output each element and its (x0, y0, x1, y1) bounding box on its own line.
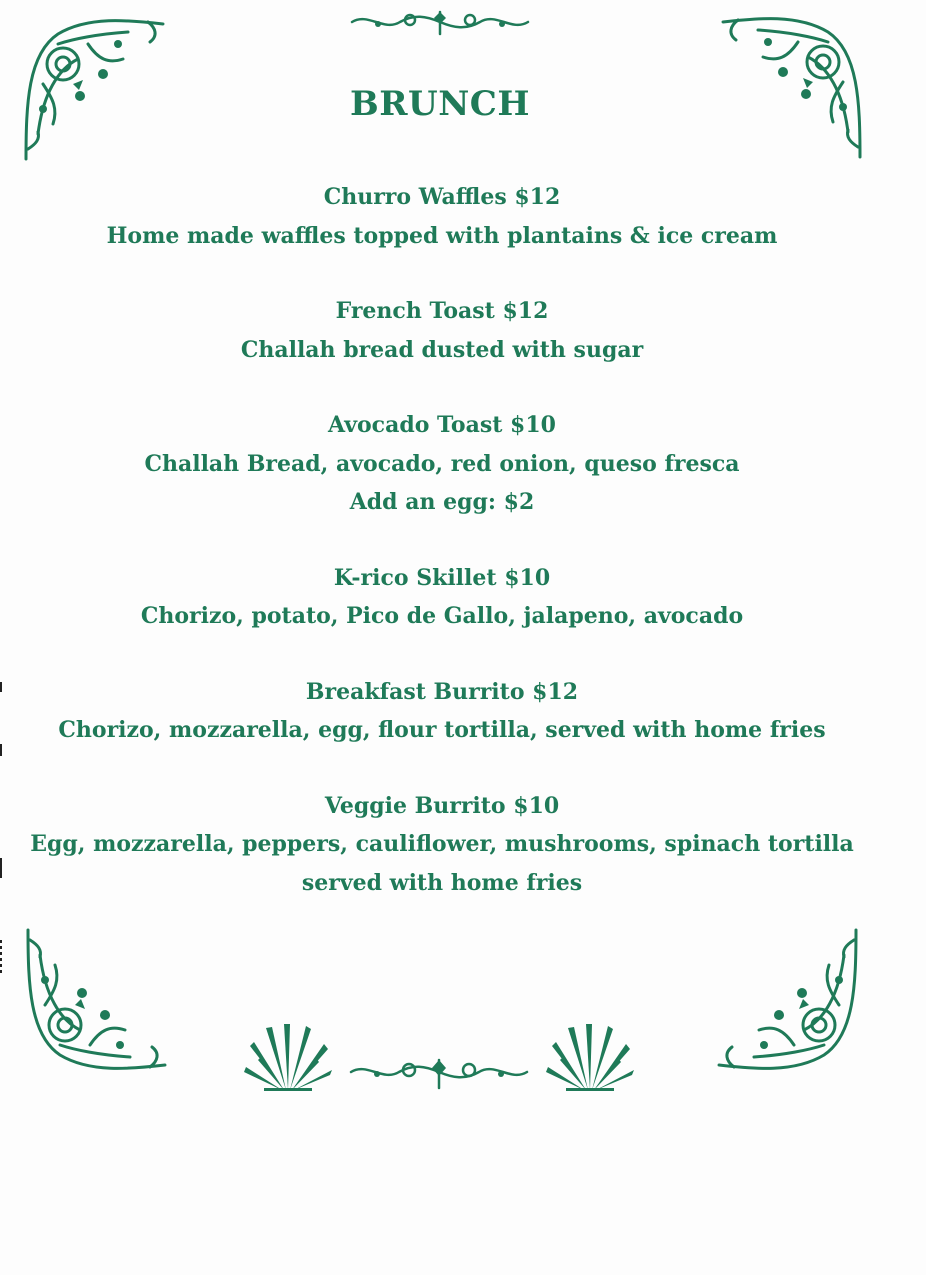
menu-item-description: Challah Bread, avocado, red onion, queso fresca (144, 450, 740, 477)
menu-item (0, 673, 884, 750)
menu-item-name: K-rico Skillet $10 (333, 564, 551, 591)
agave-right-icon (546, 1016, 634, 1092)
menu-item (0, 787, 884, 903)
menu-item-description: Home made waffles topped with plantains & ice cream (106, 222, 778, 249)
menu-item-addon: Add an egg: $2 (349, 489, 535, 515)
menu-list (0, 178, 884, 939)
page-title: BRUNCH (350, 84, 530, 124)
menu-item (0, 559, 884, 636)
agave-left-icon (244, 1016, 332, 1092)
menu-item-description: Chorizo, potato, Pico de Gallo, jalapeno, avocado (140, 603, 744, 629)
menu-item (0, 292, 884, 369)
floral-corner-bottom-right-icon (714, 925, 864, 1075)
menu-item-note: served with home fries (301, 869, 583, 896)
scan-edge-mark (0, 858, 2, 878)
menu-item-name: Breakfast Burrito $12 (305, 678, 579, 705)
menu-item-description: Chorizo, mozzarella, egg, flour tortilla, served with home fries (58, 717, 826, 743)
menu-item (0, 406, 884, 522)
floral-corner-bottom-left-icon (20, 925, 170, 1075)
scroll-ornament-bottom-icon (347, 1054, 531, 1090)
menu-item-name: Veggie Burrito $10 (324, 792, 560, 819)
menu-item (0, 178, 884, 255)
menu-item-name: French Toast $12 (335, 298, 549, 324)
scan-edge-mark (0, 744, 2, 756)
menu-item-name: Churro Waffles $12 (323, 184, 561, 210)
menu-item-name: Avocado Toast $10 (328, 412, 556, 438)
scan-edge-mark (0, 682, 2, 692)
scan-edge-mark (0, 940, 2, 976)
menu-item-description: Egg, mozzarella, peppers, cauliflower, mushrooms, spinach tortilla (30, 831, 854, 857)
scroll-ornament-top-icon (348, 8, 532, 36)
menu-item-description: Challah bread dusted with sugar (240, 336, 644, 363)
